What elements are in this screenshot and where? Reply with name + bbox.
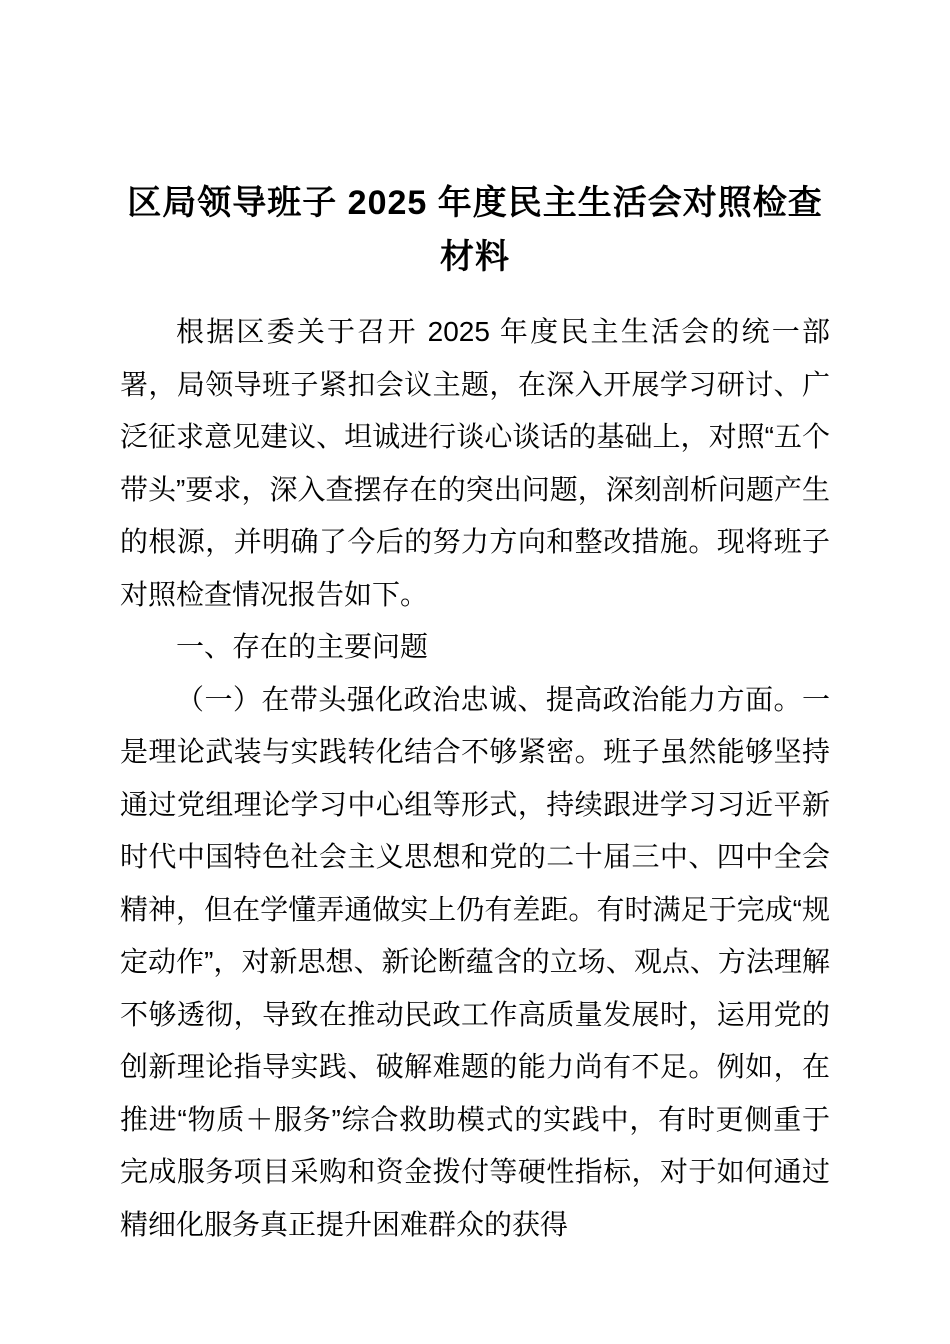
section-heading-main-problems: 一、存在的主要问题 — [176, 631, 429, 662]
body-paragraph-political-loyalty: （一）在带头强化政治忠诚、提高政治能力方面。一是理论武装与实践转化结合不够紧密。班子虽然能够坚持通过党组理论学习中心组等形式，持续跟进学习习近平新时代中国特色社会主义思想和党的二十届三中、四中全会精神，但在学懂弄通做实上仍有差距。有时满足于完成“规定动作”，对新思想、新论断蕴含的立场、观点、方法理解不够透彻，导致在推动民政工作高质量发展时，运用党的创新理论指导实践、破解难题的能力尚有不足。例如，在推进“物质＋服务”综合救助模式的实践中，有时更侧重于完成服务项目采购和资金拨付等硬性指标，对于如何通过精细化服务真正提升困难群众的获得 — [120, 683, 830, 1240]
document-content — [120, 176, 830, 1251]
document-title: 区局领导班子 2025 年度民主生活会对照检查材料 — [127, 184, 823, 276]
intro-paragraph: 根据区委关于召开 2025 年度民主生活会的统一部署，局领导班子紧扣会议主题，在深入开展学习研讨、广泛征求意见建议、坦诚进行谈心谈话的基础上，对照“五个带头”要求，深入查摆存在的突出问题，深刻剖析问题产生的根源，并明确了今后的努力方向和整改措施。现将班子对照检查情况报告如下。 — [120, 316, 830, 610]
